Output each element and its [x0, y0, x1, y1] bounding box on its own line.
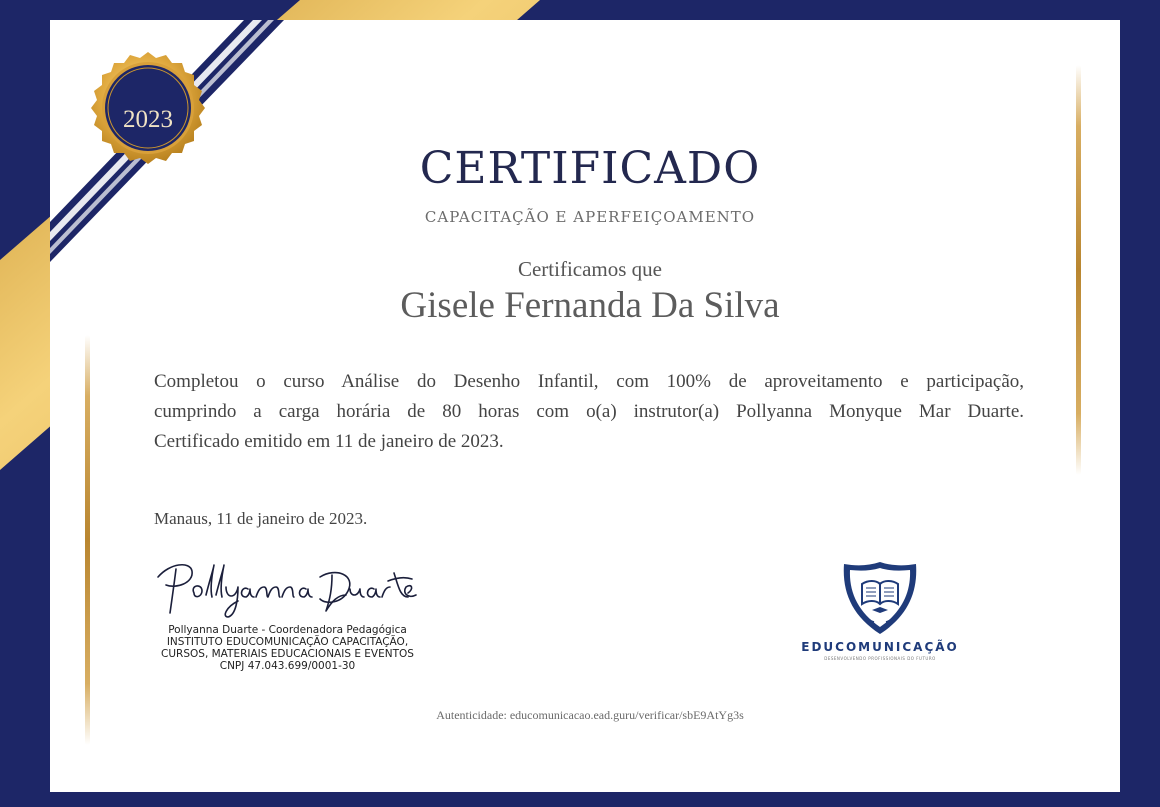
certificate-title: CERTIFICADO: [419, 143, 761, 194]
cnpj: CNPJ 47.043.699/0001-30: [219, 660, 356, 672]
body-line: Completou o curso Análise do Desenho Infantil, com 100% de aproveitamento e participação,: [154, 371, 1024, 392]
signer-role: Pollyanna Duarte - Coordenadora Pedagógica: [168, 624, 407, 636]
authenticity-link[interactable]: Autenticidade: educomunicacao.ead.guru/verificar/sbE9AtYg3s: [436, 708, 744, 722]
certificate-subtitle: CAPACITAÇÃO E APERFEIÇOAMENTO: [424, 208, 756, 226]
body-line: Certificado emitido em 11 de janeiro de 2023.: [154, 431, 504, 452]
recipient-intro: Certificamos que: [517, 257, 663, 281]
open-book-shield-icon: [838, 558, 922, 638]
recipient-name: Gisele Fernanda Da Silva: [400, 285, 780, 326]
certificate-body: [154, 367, 1024, 457]
body-line: cumprindo a carga horária de 80 horas com o(a) instrutor(a) Pollyanna Monyque Mar Duarte.: [154, 401, 1024, 422]
seal-year: 2023: [123, 106, 173, 133]
logo-tagline: DESENVOLVENDO PROFISSIONAIS DO FUTURO: [824, 656, 936, 661]
institute-line: INSTITUTO EDUCOMUNICAÇÃO CAPACITAÇÃO,: [166, 636, 409, 648]
logo-name: EDUCOMUNICAÇÃO: [801, 640, 959, 654]
right-gold-line: [1076, 65, 1081, 475]
place-and-date: Manaus, 11 de janeiro de 2023.: [154, 509, 368, 528]
left-gold-line: [85, 335, 90, 745]
signature-block: [150, 624, 425, 672]
handwritten-signature: [150, 555, 430, 625]
institute-line: CURSOS, MATERIAIS EDUCACIONAIS E EVENTOS: [161, 648, 414, 660]
